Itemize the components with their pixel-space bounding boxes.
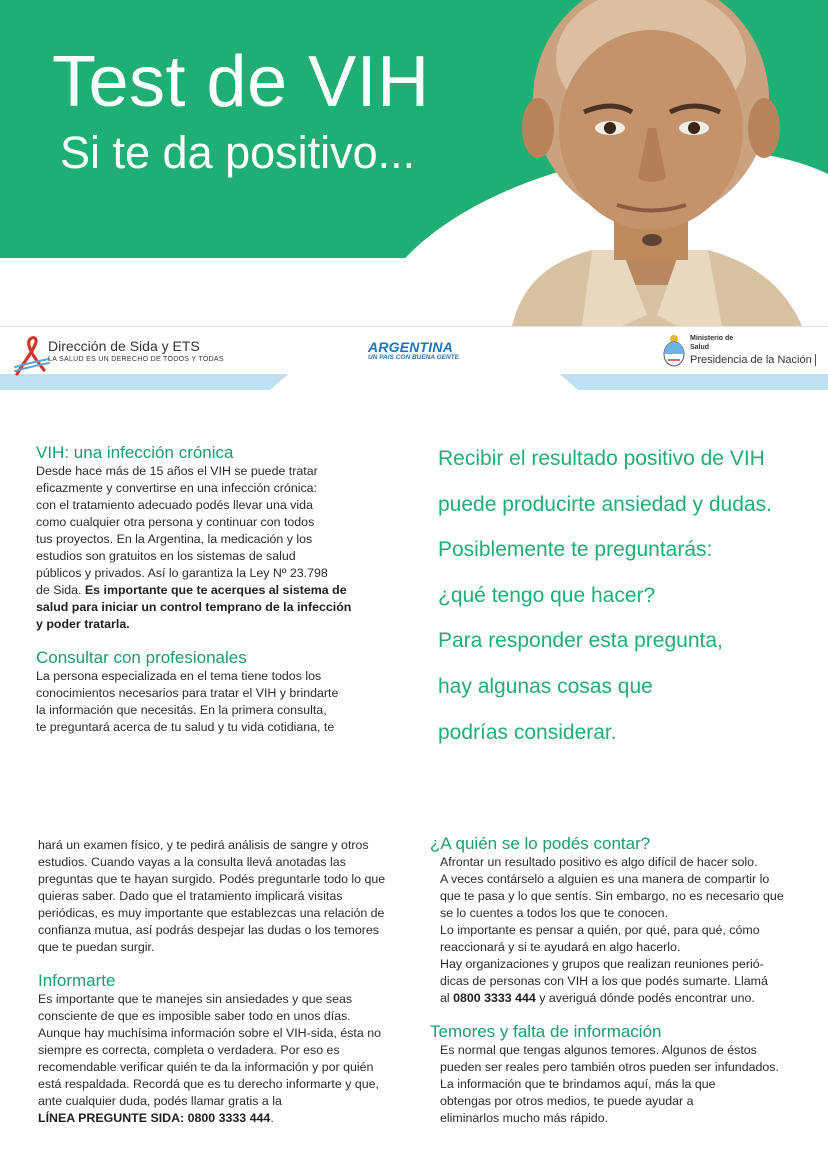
inform-line: Aunque hay muchísima información sobre el VIH-sida, ésta no [38, 1026, 381, 1040]
page-subtitle: Si te da positivo... [60, 127, 416, 178]
chronic-line: públicos y privados. Así lo garantiza la Ley Nº 23.798 [36, 566, 328, 580]
chronic-line: tus proyectos. En la Argentina, la medicación y los [36, 532, 313, 546]
professionals-line: que te puedan surgir. [38, 940, 155, 954]
professionals-line: hará un examen físico, y te pedirá análisis de sangre y otros [38, 838, 369, 852]
professionals-line: La persona especializada en el tema tiene todos los [36, 669, 322, 683]
tell-line-text: al [440, 991, 454, 1005]
inform-line [38, 1110, 403, 1127]
right-column-bottom [430, 834, 800, 1127]
chronic-line [36, 582, 381, 599]
decorative-band [0, 374, 828, 390]
phone-number: 0800 3333 444 [453, 991, 536, 1005]
ministry-line-1: Ministerio de [690, 335, 734, 342]
heading-inform-yourself: Informarte [38, 971, 116, 990]
chronic-bold-text: y poder tratarla. [36, 617, 130, 631]
argentina-name: ARGENTINA [368, 339, 454, 355]
tell-line [430, 990, 800, 1007]
tell-line: Lo importante es pensar a quién, por qué, para qué, cómo [440, 923, 760, 937]
inform-line: Es importante que te manejes sin ansiedades y que seas [38, 992, 353, 1006]
quote-block [438, 436, 808, 755]
professionals-line: periódicas, es muy importante que establezcas una relación de [38, 906, 385, 920]
national-shield-icon [662, 334, 686, 368]
quote-line: Posiblemente te preguntarás: [438, 538, 713, 562]
fears-line: obtengas por otros medios, te puede ayudar a [440, 1094, 694, 1108]
tell-line: reaccionará y si te ayudará en algo hacerlo. [440, 940, 681, 954]
fears-line: La información que te brindamos aquí, más la que [440, 1077, 716, 1091]
bald-man-portrait-photo [472, 0, 828, 326]
quote-line: puede producirte ansiedad y dudas. [438, 492, 772, 516]
fears-line: pueden ser reales pero también otros pueden ser infundados. [440, 1060, 779, 1074]
left-column-top [36, 443, 381, 736]
heading-chronic-infection: VIH: una infección crónica [36, 443, 234, 462]
professionals-line: quieras saber. Dado que el tratamiento implicará visitas [38, 889, 343, 903]
professionals-line: conocimientos necesarios para tratar el VIH y brindarte [36, 686, 339, 700]
tell-line: que te pasa y lo que sentís. Sin embargo, no es necesario que [440, 889, 784, 903]
hotline-period: . [270, 1111, 274, 1125]
chronic-bold-text: Es importante que te acerques al sistema de [84, 583, 347, 597]
tell-line: Hay organizaciones y grupos que realizan reuniones perió- [440, 957, 764, 971]
argentina-logo [368, 340, 488, 370]
presidency-line: Presidencia de la Nación [690, 354, 816, 366]
chronic-bold-text: salud para iniciar un control temprano de la infección [36, 600, 352, 614]
direccion-name: Dirección de Sida y ETS [48, 338, 200, 354]
heading-fears: Temores y falta de información [430, 1022, 662, 1041]
tell-line: A veces contárselo a alguien es una manera de compartir lo [440, 872, 770, 886]
direccion-slogan: LA SALUD ES UN DERECHO DE TODOS Y TODAS [48, 356, 224, 363]
professionals-line: te preguntará acerca de tu salud y tu vida cotidiana, te [36, 720, 335, 734]
direccion-sida-logo [12, 334, 272, 374]
chronic-line [36, 599, 381, 616]
chronic-line: Desde hace más de 15 años el VIH se puede tratar [36, 464, 318, 478]
chronic-line-text: de Sida. [36, 583, 85, 597]
inform-line: ante cualquier duda, podés llamar gratis a la [38, 1094, 282, 1108]
inform-line: consciente de que es imposible saber todo en unos días. [38, 1009, 351, 1023]
professionals-line: estudios. Cuando vayas a la consulta llevá anotadas las [38, 855, 346, 869]
quote-line: podrías considerar. [438, 720, 617, 744]
professionals-line: la información que necesitás. En la primera consulta, [36, 703, 327, 717]
red-ribbon-icon [12, 334, 52, 376]
fears-line: eliminarlos mucho más rápido. [440, 1111, 609, 1125]
quote-line: ¿qué tengo que hacer? [438, 583, 656, 607]
ministry-line-2: Salud [690, 344, 710, 351]
heading-who-to-tell: ¿A quién se lo podés contar? [430, 834, 651, 853]
tell-line: Afrontar un resultado positivo es algo difícil de hacer solo. [440, 855, 758, 869]
section-gap [430, 1007, 800, 1022]
professionals-line: confianza mutua, así podrás despejar las dudas o los temores [38, 923, 379, 937]
quote-line: Para responder esta pregunta, [438, 629, 723, 653]
quote-line: hay algunas cosas que [438, 674, 653, 698]
hotline-text: LÍNEA PREGUNTE SIDA: 0800 3333 444 [38, 1111, 271, 1125]
tell-line-text: y averiguá dónde podés encontrar uno. [535, 991, 755, 1005]
ministerio-salud-logo [662, 334, 822, 374]
section-gap [36, 633, 381, 648]
page-title: Test de VIH [52, 42, 430, 122]
tell-line: dicas de personas con VIH a los que podés sumarte. Llamá [440, 974, 768, 988]
tell-line: se lo cuentes a todos los que te conocen. [440, 906, 669, 920]
inform-line: siempre es correcta, completa o verdadera. Por eso es [38, 1043, 340, 1057]
band-notch [270, 374, 578, 390]
left-column-bottom [38, 837, 403, 1127]
inform-line: está respaldada. Recordá que es tu derecho informarte y que, [38, 1077, 379, 1091]
heading-consult-professionals: Consultar con profesionales [36, 648, 247, 667]
quote-line: Recibir el resultado positivo de VIH [438, 447, 765, 470]
professionals-line: preguntas que te hayan surgido. Podés preguntarle todo lo que [38, 872, 386, 886]
argentina-slogan: UN PAIS CON BUENA GENTE [368, 354, 460, 361]
section-gap [38, 956, 403, 971]
chronic-line: con el tratamiento adecuado podés llevar una vida [36, 498, 313, 512]
chronic-line [36, 616, 381, 633]
chronic-line: eficazmente y convertirse en una infección crónica: [36, 481, 317, 495]
chronic-line: como cualquier otra persona y continuar con todos [36, 515, 315, 529]
fears-line: Es normal que tengas algunos temores. Algunos de éstos [440, 1043, 757, 1057]
inform-line: recomendable verificar quién te da la información y por quién [38, 1060, 374, 1074]
chronic-line: estudios son gratuitos en los sistemas de salud [36, 549, 296, 563]
